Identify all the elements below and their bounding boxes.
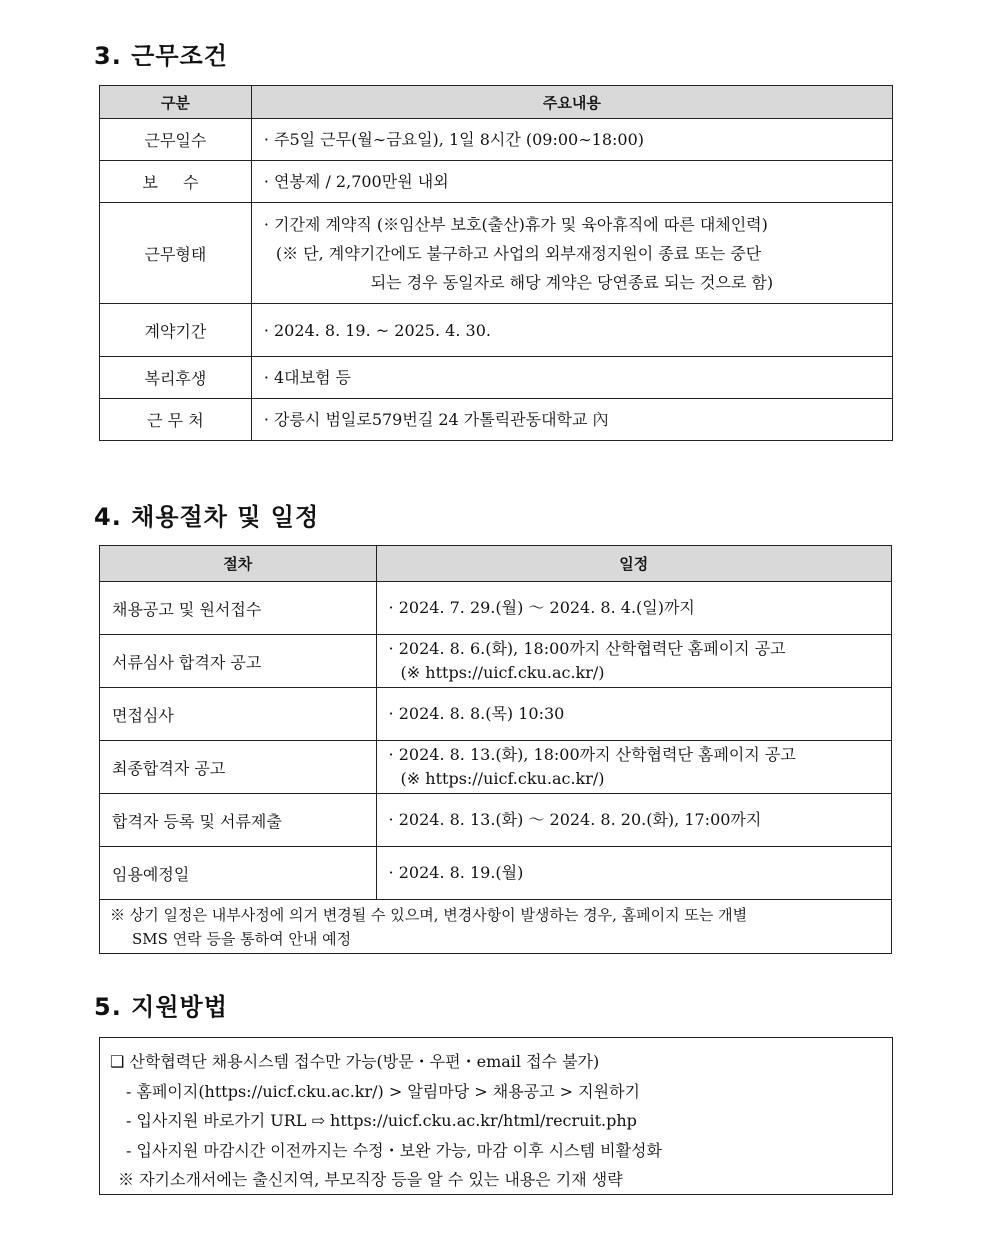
application-url-line: - 입사지원 바로가기 URL ⇨ https://uicf.cku.ac.kr/html/recruit.php xyxy=(126,1111,637,1130)
table-header-row xyxy=(100,86,893,119)
table-row xyxy=(100,582,892,635)
table-row xyxy=(100,119,893,161)
header-category: 구분 xyxy=(100,86,252,119)
row-content: · 2024. 8. 19. ~ 2025. 4. 30. xyxy=(251,304,892,357)
schedule-note-row xyxy=(100,900,892,954)
application-note-line: ※ 자기소개서에는 출신지역, 부모직장 등을 알 수 있는 내용은 기재 생략 xyxy=(118,1170,623,1189)
section4-title: 4. 채용절차 및 일정 xyxy=(94,503,320,531)
table-row xyxy=(100,635,892,688)
row-content: · 2024. 8. 13.(화) ～ 2024. 8. 20.(화), 17:00까지 xyxy=(376,794,891,847)
table-row xyxy=(100,794,892,847)
section5-title: 5. 지원방법 xyxy=(94,993,228,1021)
row-label: 면접심사 xyxy=(100,688,377,741)
row-content: · 2024. 8. 13.(화), 18:00까지 산학협력단 홈페이지 공고 (※ https://uicf.cku.ac.kr/) xyxy=(376,741,891,794)
schedule-table xyxy=(99,545,892,954)
table-row xyxy=(100,399,893,441)
table-header-row xyxy=(100,546,892,582)
application-intro-line: ❑ 산학협력단 채용시스템 접수만 가능(방문・우편・email 접수 불가) xyxy=(110,1052,600,1071)
row-content: · 기간제 계약직 (※임산부 보호(출산)휴가 및 육아휴직에 따른 대체인력) (※ 단, 계약기간에도 불구하고 사업의 외부재정지원이 종료 또는 중단 되는 경우 동일자로 해당 계약은 당연종료 되는 것으로 함) xyxy=(251,203,892,304)
application-step-line: - 홈페이지(https://uicf.cku.ac.kr/) > 알림마당 > 채용공고 > 지원하기 xyxy=(126,1081,640,1101)
row-label: 서류심사 합격자 공고 xyxy=(100,635,377,688)
row-content: · 2024. 8. 6.(화), 18:00까지 산학협력단 홈페이지 공고 (※ https://uicf.cku.ac.kr/) xyxy=(376,635,891,688)
row-label: 최종합격자 공고 xyxy=(100,741,377,794)
row-label: 계약기간 xyxy=(100,304,252,357)
table-row xyxy=(100,357,893,399)
row-label: 복리후생 xyxy=(100,357,252,399)
table-row xyxy=(100,688,892,741)
row-label: 임용예정일 xyxy=(100,847,377,900)
header-content: 주요내용 xyxy=(251,86,892,119)
work-conditions-table xyxy=(99,85,893,441)
row-label: 근 무 처 xyxy=(100,399,252,441)
row-content: · 2024. 8. 8.(목) 10:30 xyxy=(376,688,891,741)
row-content: · 주5일 근무(월∼금요일), 1일 8시간 (09:00∼18:00) xyxy=(251,119,892,161)
application-method-box xyxy=(99,1037,893,1195)
table-row xyxy=(100,847,892,900)
header-procedure: 절차 xyxy=(100,546,377,582)
row-label: 합격자 등록 및 서류제출 xyxy=(100,794,377,847)
row-label: 채용공고 및 원서접수 xyxy=(100,582,377,635)
application-deadline-line: - 입사지원 마감시간 이전까지는 수정・보완 가능, 마감 이후 시스템 비활성화 xyxy=(126,1140,662,1160)
table-row xyxy=(100,203,893,304)
row-content: · 2024. 8. 19.(월) xyxy=(376,847,891,900)
table-row xyxy=(100,741,892,794)
section3-title: 3. 근무조건 xyxy=(94,42,228,70)
row-label: 근무형태 xyxy=(100,203,252,304)
table-row xyxy=(100,161,893,203)
row-content: · 2024. 7. 29.(월) ～ 2024. 8. 4.(일)까지 xyxy=(376,582,891,635)
row-label: 근무일수 xyxy=(100,119,252,161)
row-label: 보 수 xyxy=(100,161,252,203)
row-content: · 강릉시 범일로579번길 24 가톨릭관동대학교 內 xyxy=(251,399,892,441)
header-schedule: 일정 xyxy=(376,546,891,582)
table-row xyxy=(100,304,893,357)
schedule-note: ※ 상기 일정은 내부사정에 의거 변경될 수 있으며, 변경사항이 발생하는 경우, 홈페이지 또는 개별 SMS 연락 등을 통하여 안내 예정 xyxy=(100,900,892,954)
row-content: · 4대보험 등 xyxy=(251,357,892,399)
row-content: · 연봉제 / 2,700만원 내외 xyxy=(251,161,892,203)
